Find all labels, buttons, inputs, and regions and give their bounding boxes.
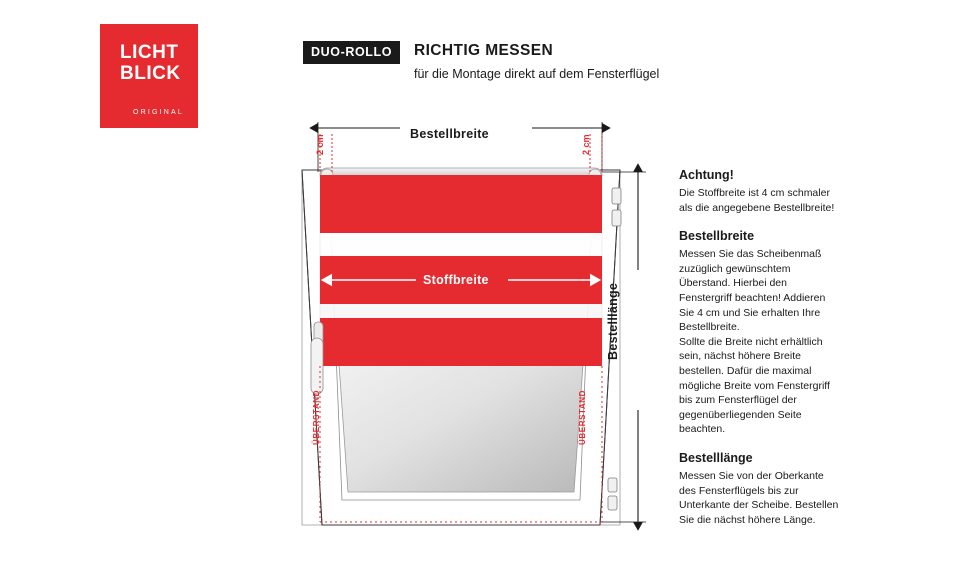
page-title: RICHTIG MESSEN (414, 42, 554, 59)
label-margin-left: 2 cm (315, 134, 325, 155)
info-heading-achtung: Achtung! (679, 168, 734, 182)
label-bestelllaenge: Bestelllänge (606, 282, 620, 360)
info-sidepanel (679, 168, 839, 541)
measurement-diagram (290, 110, 670, 550)
page-subtitle: für die Montage direkt auf dem Fensterflügel (414, 67, 660, 81)
brand-logo-subtitle: ORIGINAL (132, 109, 184, 116)
fabric-stripe-bottom (320, 318, 602, 366)
info-heading-bestellbreite: Bestellbreite (679, 229, 755, 244)
brand-logo (100, 24, 198, 128)
product-type-tag: DUO-ROLLO (303, 41, 400, 64)
info-text-bestellbreite-extra: Sollte die Breite nicht erhältlich sein, nächst höhere Breite bestellen. Dafür die maximal mögliche Breite vom Fenstergriff bis zum Fensterflügel der gegenüberliegenden Seite beachten. (679, 335, 830, 436)
brand-logo-line1: LICHT (120, 42, 179, 63)
brand-logo-line2: BLICK (120, 63, 181, 84)
info-text-bestelllaenge: Messen Sie von der Oberkante des Fensterflügels bis zur Unterkante der Scheibe. Bestellen Sie die nächst höhere Länge. (679, 469, 839, 526)
fabric-stripe-top (320, 175, 602, 233)
label-bestellbreite: Bestellbreite (410, 127, 489, 141)
label-ueberstand-right: ÜBERSTAND (578, 389, 587, 445)
info-text-bestellbreite: Messen Sie das Scheibenmaß zuzüglich gewünschtem Überstand. Hierbei den Fenstergriff beachten! Addieren Sie 4 cm und Sie erhalten Ihre Bestellbreite. (679, 248, 826, 334)
window-glass (338, 350, 584, 492)
label-stoffbreite: Stoffbreite (423, 273, 489, 287)
label-ueberstand-left: ÜBERSTAND (312, 389, 321, 445)
info-heading-bestelllaenge: Bestelllänge (679, 450, 753, 465)
info-text-achtung: Die Stoffbreite ist 4 cm schmaler als die angegebene Bestellbreite! (679, 187, 835, 214)
label-margin-right: 2 cm (581, 134, 591, 155)
